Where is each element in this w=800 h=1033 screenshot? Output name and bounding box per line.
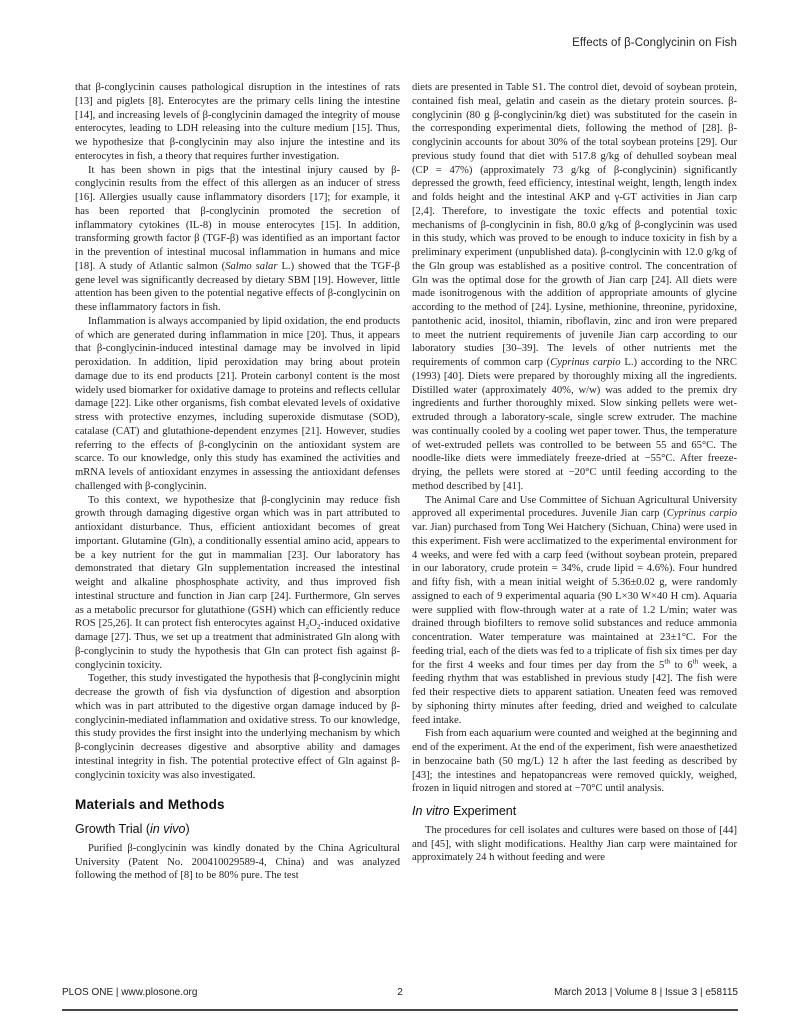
paragraph: To this context, we hypothesize that β-conglycinin may reduce fish growth through damaging digestive organ which was in part attributed to antioxidant disturbance. Thus, efficient antioxidant becomes of great important. Glutamine (Gln), a conditionally essential amino acid, appears to be a key nutrient for the gut in mammalian [23]. Our laboratory has demonstrated that dietary Gln supplementation increased the intestinal weight and alkaline phosphosphate activity, and thus improved fish intestinal structure and function in Jian carp [24]. Furthermore, Gln serves as a metabolic precursor for glutathione (GSH) which can efficiently reduce ROS [25,26]. It can protect fish enterocytes against $H_2O_2$-induced oxidative damage [27]. Thus, we set up a treatment that administrated Gln along with β-conglycinin to study the hypothesis that Gln can protect fish against β-conglycinin toxicity. xyxy=(75,494,400,671)
paragraph: Inflammation is always accompanied by lipid oxidation, the end products of which are generated during inflammation in mice [20]. Thus, it appears that β-conglycinin-induced intestinal damage may be involved in lipid peroxidation. In addition, lipid peroxidation may bring about protein damage due to its end products [21]. Protein carbonyl content is the most widely used biomarker for oxidative damage to proteins and reflects cellular damage [22]. Like other organisms, fish combat elevated levels of oxidative stress with protective enzymes, including superoxide dismutase (SOD), catalase (CAT) and glutathione-dependent enzymes [21]. However, studies referring to the effects of β-conglycinin on the antioxidant system are scarce. To our knowledge, only this study has examined the activities and mRNA levels of antioxidant enzymes in assessing the antioxidant defenses challenged with β-conglycinin. xyxy=(75,315,400,492)
paragraph: The Animal Care and Use Committee of Sichuan Agricultural University approved all experimental procedures. Juvenile Jian carp (Cyprinus carpio var. Jian) purchased from Tong Wei Hatchery (Sichuan, China) were used in this experiment. Fish were acclimatized to the experimental environment for 4 weeks, and were fed with a carp feed (without soybean protein, prepared in our laboratory, crude protein = 34%, crude lipid = 4.6%). Four hundred and fifty fish, with a mean initial weight of 5.36±0.02 g, were randomly assigned to each of 9 experimental aquaria (90 L×30 W×40 H cm). Aquaria were supplied with flow-through water at a rate of 1.2 L/min; water was drained through biofilters to remove solid substances and reduce ammonia concentration. Water temperature was maintained at 23±1°C. For the feeding trial, each of the diets was fed to a triplicate of fish six times per day for the first 4 weeks and four times per day from the 5th to 6th week, a feeding rhythm that was established in previous study [42]. The fish were fed their respective diets to apparent satiation. Uneaten feed was removed by siphoning thirty minutes after feeding, dried and weighed to calculate feed intake. xyxy=(412,494,737,726)
left-column xyxy=(75,81,400,883)
footer-divider xyxy=(62,1009,738,1011)
subsection-heading: In vitro Experiment xyxy=(412,804,517,818)
footer-journal: PLOS ONE | www.plosone.org xyxy=(62,987,198,998)
section-heading: Materials and Methods xyxy=(75,797,225,813)
right-column xyxy=(412,81,737,883)
paragraph: Together, this study investigated the hypothesis that β-conglycinin might decrease the growth of fish via dysfunction of digestion and absorption which was in part attributed to the digestive organ damage induced by β-conglycinin-mediated inflammation and oxidative stress. To our knowledge, this study provides the first insight into the underlying mechanism by which β-conglycinin decreases digestive and absorptive ability and damages intestinal integrity in fish. The potential protective effect of Gln against β-conglycinin toxicity was also investigated. xyxy=(75,673,400,781)
paragraph: The procedures for cell isolates and cultures were based on those of [44] and [45], with slight modifications. Healthy Jian carp were maintained for approximately 24 h without feeding and were xyxy=(412,824,737,864)
paragraph: Purified β-conglycinin was kindly donated by the China Agricultural University (Patent No. 200410029589-4, China) and was analyzed following the method of [8] to be 80% pure. The test xyxy=(75,842,400,882)
footer-page-number: 2 xyxy=(397,987,403,998)
footer-issue-info: March 2013 | Volume 8 | Issue 3 | e58115 xyxy=(554,987,738,998)
paragraph: diets are presented in Table S1. The control diet, devoid of soybean protein, contained fish meal, gelatin and casein as the dietary protein sources. β-conglycinin (80 g β-conglycinin/kg diet) was substituted for the casein in the corresponding experimental diets, following the method of [28]. β-conglycinin accounts for about 30% of the total soybean proteins [29]. Our previous study found that diet with 517.8 g/kg of dehulled soybean meal (CP = 47%) (approximately 73 g/kg of β-conglycinin) significantly depressed the growth, feed efficiency, intestinal weight, length, length index and folds height and the intestinal AKP and γ-GT activities in Jian carp [2,4]. Therefore, to investigate the toxic effects and potential toxic mechanisms of β-conglycinin in fish, 80.0 g/kg of β-conglycinin was used in this study, which was proved to be enough to induce toxicity in fish by a preliminary experiment (unpublished data). β-conglycinin with 12.0 g/kg of the Gln group was established as a positive control. The concentration of Gln was the optimal dose for the growth of Jian carp [24]. All diets were made isonitrogenous with the addition of appropriate amounts of glycine according to the method of [24]. Lysine, methionine, threonine, pyridoxine, pantothenic acid, inositol, thiamin, riboflavin, zinc and iron were prepared to meet the nutrient requirements of juvenile Jian carp according to our laboratory studies [30–39]. The levels of other nutrients met the requirements of common carp (Cyprinus carpio L.) according to the NRC (1993) [40]. Diets were prepared by thoroughly mixing all the ingredients. Distilled water (approximately 40%, w/w) was added to the premix dry ingredients and further thoroughly mixed. Slow sinking pellets were wet-extruded through a laboratory-scale, single screw extruder. The machine was continually cooled by a cooling wet paper tower. Thus, the temperature of wet-extruded pellets was controlled to be between 55 and 65°C. The noodle-like diets were immediately freeze-dried at −55°C. After freeze-drying, the pellets were stored at −20°C until feeding according to the method described by [41]. xyxy=(412,82,737,492)
subsection-heading: Growth Trial (in vivo) xyxy=(75,822,190,836)
page-footer xyxy=(62,987,738,998)
paragraph: that β-conglycinin causes pathological disruption in the intestines of rats [13] and piglets [8]. Enterocytes are the primary cells lining the intestine [14], and increasing levels of β-conglycinin damaged the integrity of mouse enterocytes, leading to LDH releasing into the culture medium [15]. Thus, we hypothesize that β-conglycinin may also injure the intestine and its enterocytes in fish, a theory that requires further investigation. xyxy=(75,82,400,162)
article-body xyxy=(75,81,737,883)
paragraph: It has been shown in pigs that the intestinal injury caused by β-conglycinin results from the effect of this allergen as an inducer of stress [16]. Allergies usually cause inflammatory disorders [17]; for example, it has been reported that β-conglycinin promoted the secretion of inflammatory cytokines (IL-8) in mouse enterocytes [15]. In addition, transforming growth factor β (TGF-β) was identified as an important factor in the prevention of intestinal mucosal inflammation in humans and mice [18]. A study of Atlantic salmon (Salmo salar L.) showed that the TGF-β gene level was significantly decreased by dietary SBM [19]. However, little attention has been given to the potential negative effects of β-conglycinin on these inflammatory factors in fish. xyxy=(75,164,400,313)
running-title: Effects of β-Conglycinin on Fish xyxy=(572,37,737,49)
paragraph: Fish from each aquarium were counted and weighed at the beginning and end of the experiment. At the end of the experiment, fish were anaesthetized in benzocaine bath (50 mg/L) 12 h after the last feeding as described by [43]; the intestines and hepatopancreas were removed quickly, weighed, frozen in liquid nitrogen and stored at −70°C until analysis. xyxy=(412,728,737,795)
